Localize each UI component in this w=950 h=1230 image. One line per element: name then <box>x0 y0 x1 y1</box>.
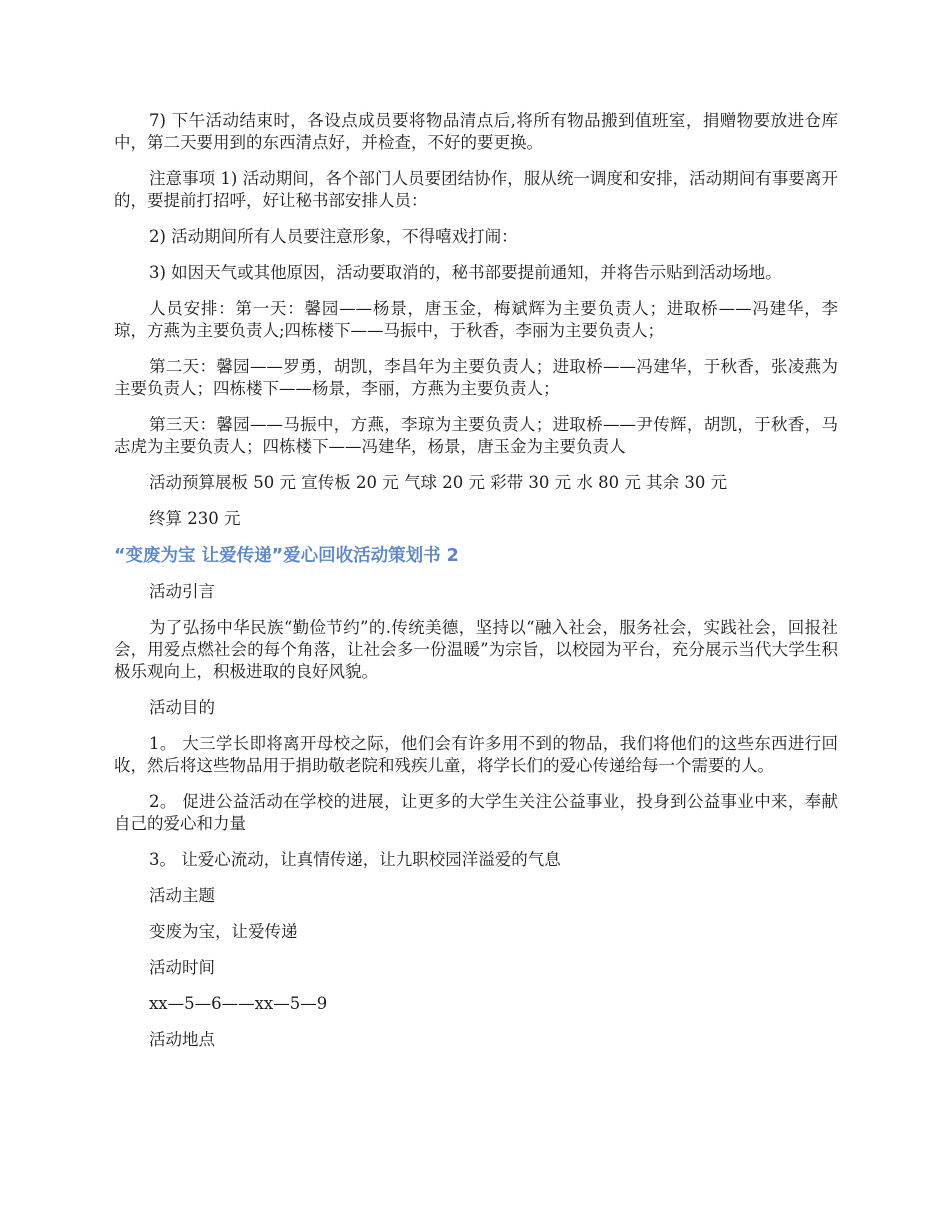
paragraph-intro-body: 为了弘扬中华民族“勤俭节约”的.传统美德，坚持以“融入社会，服务社会，实践社会，回报社会，用爱点燃社会的每个角落，让社会多一份温暖”为宗旨，以校园为平台，充分展示当代大学生积极乐观向上，积极进取的良好风貌。 <box>114 618 838 681</box>
paragraph-purpose-3: 3。 让爱心流动，让真情传递，让九职校园洋溢爱的气息 <box>149 850 561 869</box>
paragraph-notes-3: 3) 如因天气或其他原因，活动要取消的，秘书部要提前通知，并将告示贴到活动场地。 <box>149 263 782 282</box>
paragraph-budget: 活动预算展板 50 元 宣传板 20 元 气球 20 元 彩带 30 元 水 80 元 其余 30 元 <box>149 473 728 492</box>
paragraph-theme-body: 变废为宝，让爱传递 <box>149 922 298 941</box>
paragraph-purpose-1: 1。 大三学长即将离开母校之际，他们会有许多用不到的物品，我们将他们的这些东西进行回收，然后将这些物品用于捐助敬老院和残疾儿童，将学长们的爱心传递给每一个需要的人。 <box>114 734 838 775</box>
paragraph-staff-day1: 人员安排：第一天：馨园——杨景，唐玉金，梅斌辉为主要负责人；进取桥——冯建华，李琼，方燕为主要负责人;四栋楼下——马振中，于秋香，李丽为主要负责人； <box>114 299 838 340</box>
paragraph-total: 终算 230 元 <box>149 509 241 528</box>
paragraph-time-body: xx—5—6——xx—5—9 <box>149 994 328 1013</box>
paragraph-location-title: 活动地点 <box>149 1030 215 1049</box>
paragraph-theme-title: 活动主题 <box>149 886 215 905</box>
paragraph-purpose-2: 2。 促进公益活动在学校的进展，让更多的大学生关注公益事业，投身到公益事业中来，奉献自己的爱心和力量 <box>114 792 838 833</box>
paragraph-staff-day3: 第三天：馨园——马振中，方燕，李琼为主要负责人；进取桥——尹传辉，胡凯，于秋香，马志虎为主要负责人；四栋楼下——冯建华，杨景，唐玉金为主要负责人 <box>114 415 838 456</box>
paragraph-time-title: 活动时间 <box>149 958 215 977</box>
paragraph-notes-2: 2) 活动期间所有人员要注意形象，不得嘻戏打闹： <box>149 227 518 246</box>
paragraph-staff-day2: 第二天：馨园——罗勇，胡凯，李昌年为主要负责人；进取桥——冯建华，于秋香，张凌燕为主要负责人；四栋楼下——杨景，李丽，方燕为主要负责人； <box>114 357 838 398</box>
section-heading: “变废为宝 让爱传递”爱心回收活动策划书 2 <box>114 546 459 566</box>
document-body <box>114 110 838 1065</box>
paragraph-notes-1: 注意事项 1) 活动期间，各个部门人员要团结协作，服从统一调度和安排，活动期间有事要离开的，要提前打招呼，好让秘书部安排人员： <box>114 169 838 210</box>
paragraph-purpose-title: 活动目的 <box>149 698 215 717</box>
paragraph-cleanup: 7) 下午活动结束时，各设点成员要将物品清点后,将所有物品搬到值班室，捐赠物要放进仓库中，第二天要用到的东西清点好，并检查，不好的要更换。 <box>114 111 838 152</box>
paragraph-intro-title: 活动引言 <box>149 582 215 601</box>
